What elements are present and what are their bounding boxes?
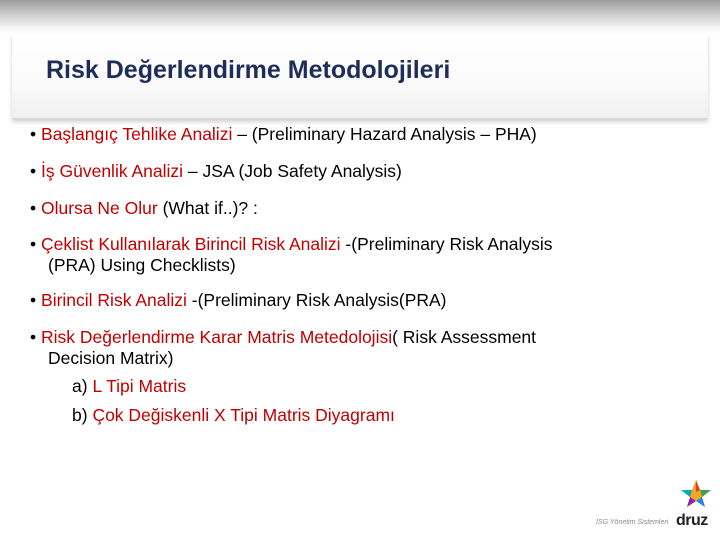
bullet-highlight: İş Güvenlik Analizi [41,161,184,181]
bullet-text: (What if..)? : [157,198,258,218]
bullet-highlight: Birincil Risk Analizi [41,290,187,310]
top-gradient-band [0,0,720,34]
bullet-item-checklist [30,234,553,255]
logo-wordmark: druz [676,512,708,529]
bullet-text: – (Preliminary Hazard Analysis – PHA) [232,124,537,144]
bullet-marker: • [30,234,37,254]
bullet-marker: • [30,161,37,181]
bullet-marker: • [30,290,37,310]
bullet-marker: • [30,327,37,347]
footer-caption: İSG Yönetim Sistemleri [596,519,669,526]
bullet-marker: • [30,198,37,218]
bullet-text: – JSA (Job Safety Analysis) [183,161,402,181]
sub-item-l-matrix [72,376,186,397]
bullet-continuation: Decision Matrix) [48,348,174,368]
bullet-text: -(Preliminary Risk Analysis [340,234,553,254]
bullet-item-what-if [30,198,258,219]
slide-title: Risk Değerlendirme Metodolojileri [46,56,451,84]
bullet-item-matrix [30,327,536,348]
bullet-highlight: Çeklist Kullanılarak Birincil Risk Analizi [41,234,341,254]
bullet-marker: • [30,124,37,144]
bullet-item-pha [30,124,537,145]
bullet-highlight: Olursa Ne Olur [41,198,158,218]
bullet-item-jsa [30,161,402,182]
bullet-item-pra [30,290,447,311]
bullet-continuation: (PRA) Using Checklists) [48,255,236,275]
bullet-highlight: Başlangıç Tehlike Analizi [41,124,233,144]
sub-item-highlight: Çok Değiskenli X Tipi Matris Diyagramı [92,405,395,425]
sub-item-x-matrix [72,405,395,426]
sub-item-prefix: a) [72,376,93,396]
bullet-text: ( Risk Assessment [392,327,537,347]
sub-item-prefix: b) [72,405,93,425]
bullet-text: -(Preliminary Risk Analysis(PRA) [186,290,447,310]
bullet-highlight: Risk Değerlendirme Karar Matris Metedolojisi [41,327,393,347]
sub-item-highlight: L Tipi Matris [92,376,187,396]
